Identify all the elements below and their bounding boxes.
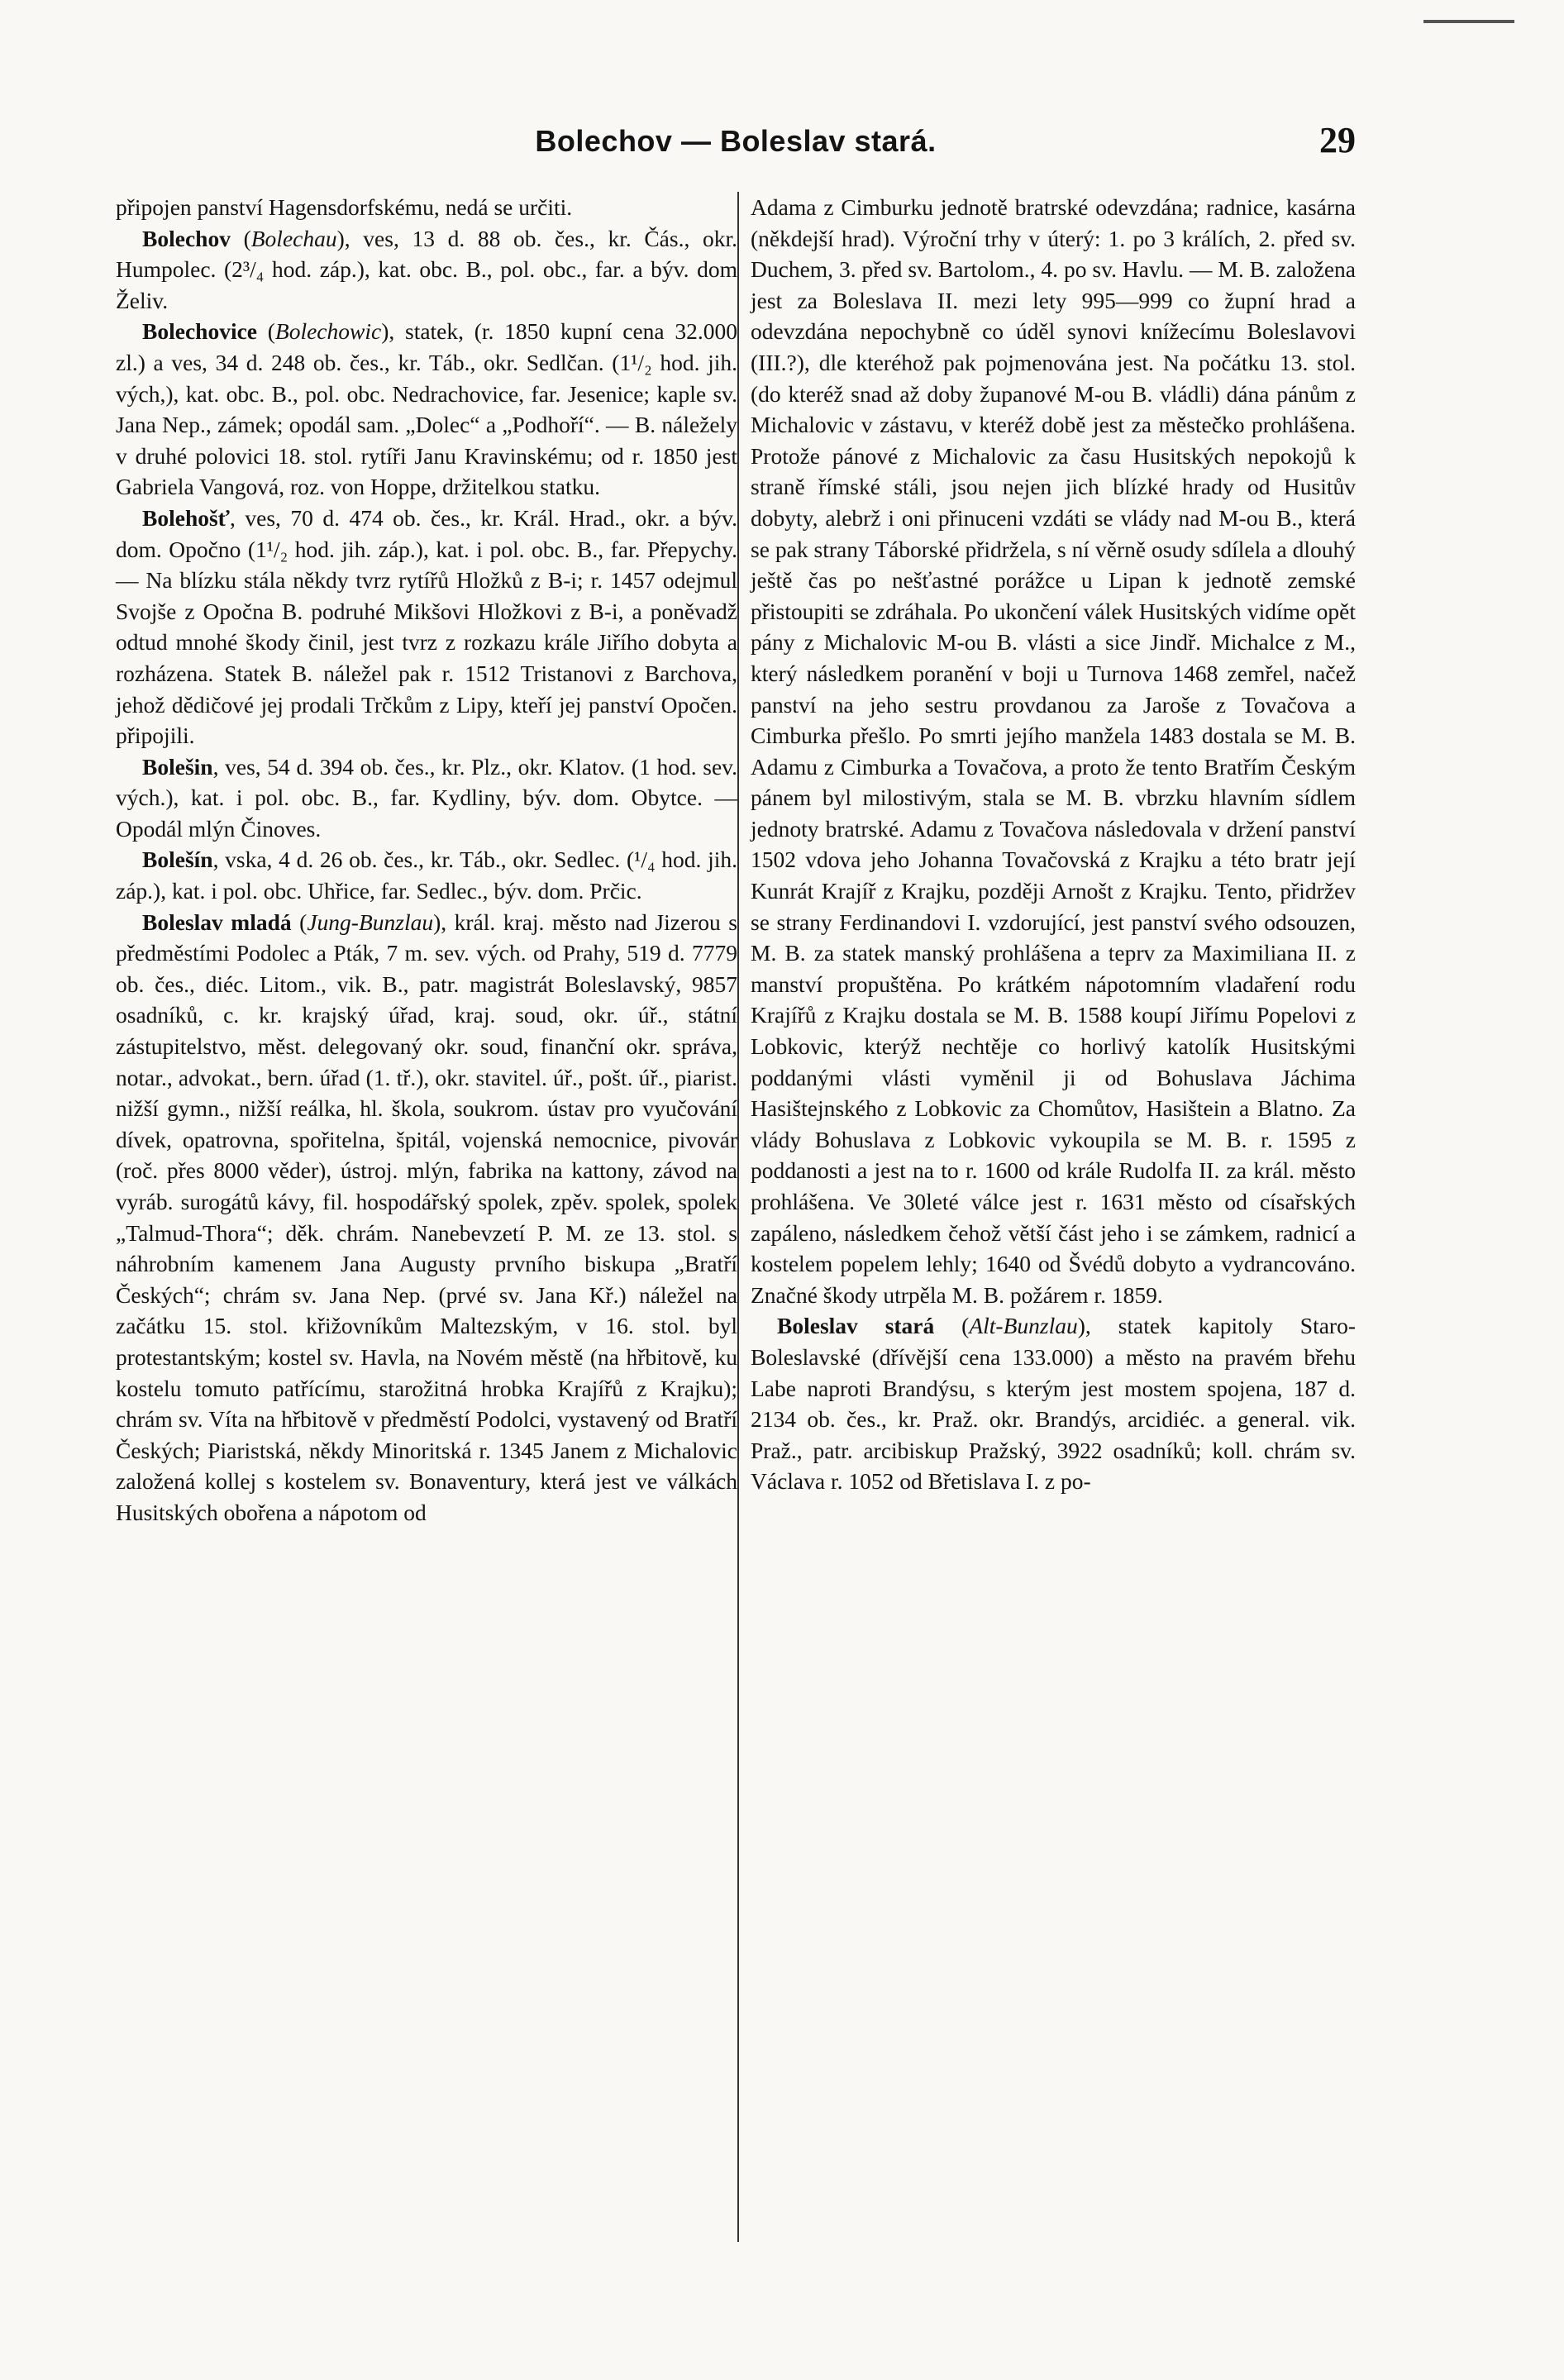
- entry-headword: Bolehošť: [142, 504, 231, 531]
- entry-headword: Bolešin: [142, 753, 213, 780]
- dictionary-entry: [116, 844, 737, 906]
- dictionary-entry: Boleslav mladá (Jung-Bunzlau), král. kraj. město nad Jizerou s předměstími Podolec a Pták, 7 m. sev. vých. od Prahy, 519 d. 7779 ob. čes., diéc. Litom., vik. B., patr. magistrát Boleslavský, 9857 osadníků, c. kr. krajský úřad, kraj. soud, okr. úř., státní zástupitelstvo, měst. delegovaný okr. soud, finanční okr. správa, notar., advokat., bern. úřad (1. tř.), okr. stavitel. úř., pošt. úř., piarist. nižší gymn., nižší reálka, hl. škola, soukrom. ústav pro vyučování dívek, opatrovna, spořitelna, špitál, vojenská nemocnice, pivovár (roč. přes 8000 věder), ústroj. mlýn, fabrika na kattony, závod na vyráb. surogátů kávy, fil. hospodářský spolek, zpěv. spolek, spolek „Talmud-Thora“; děk. chrám. Nanebevzetí P. M. ze 13. stol. s náhrobním kamenem Jana Augusty prvního biskupa „Bratří Českých“; chrám sv. Jana Nep. (prvé sv. Jana Kř.) náležel na začátku 15. stol. křižovníkům Maltezským, v 16. stol. byl protestantským; kostel sv. Havla, na Novém městě (na hřbitově, ku kostelu tomuto patřícímu, starožitná hrobka Krajířů z Krajku); chrám sv. Víta na hřbitově v předměstí Podolci, vystavený od Bratří Českých; Piaristská, někdy Minoritská r. 1345 Janem z Michalovic založená kollej s kostelem sv. Bonaventury, která jest ve válkách Husitských obořena a nápotom od: [116, 909, 737, 1525]
- page-number: 29: [1319, 120, 1356, 160]
- running-head: Bolechov — Boleslav stará.: [535, 124, 937, 158]
- dictionary-entry: Bolechov (Bolechau), ves, 13 d. 88 ob. čes., kr. Čás., okr. Humpolec. (2³/₄ hod. záp.), kat. obc. B., pol. obc., far. a býv. dom Želiv.: [116, 225, 737, 313]
- entry-headword: Bolechovice: [142, 318, 257, 345]
- left-column: [116, 192, 737, 2242]
- dictionary-entry: Boleslav stará (Alt-Bunzlau), statek kapitoly Staro-Boleslavské (dřívější cena 133.000) a město na pravém břehu Labe naproti Brandýsu, s kterým jest mostem spojena, 187 d. 2134 ob. čes., kr. Praž. okr. Brandýs, arcidiéc. a general. vik. Praž., patr. arcibiskup Pražský, 3922 osadníků; koll. chrám sv. Václava r. 1052 od Břetislava I. z po-: [751, 1313, 1356, 1495]
- entry-headword: Boleslav stará: [777, 1313, 935, 1339]
- continued-text: [751, 192, 1356, 1310]
- page-header: [116, 120, 1356, 174]
- entry-text: , statek, (r. 1850 kupní cena 32.000 zl.) a ves, 34 d. 248 ob. čes., kr. Táb., okr. Sedlčan. (1¹/₂ hod. jih. vých,), kat. obc. B., pol. obc. Nedrachovice, far. Jesenice; kaple sv. Jana Nep., zámek; opodál sam. „Dolec“ a „Podhoří“. — B. náležely v druhé polovici 18. stol. rytíři Janu Kravinskému; od r. 1850 jest Gabriela Vangová, roz. von Hoppe, držitelkou statku.: [116, 318, 737, 500]
- entry-german-name: Jung-Bunzlau: [307, 909, 434, 935]
- entry-text: , vska, 4 d. 26 ob. čes., kr. Táb., okr. Sedlec. (¹/₄ hod. jih. záp.), kat. i pol. obc. Uhřice, far. Sedlec., býv. dom. Prčic.: [116, 847, 737, 904]
- entry-german-name: Bolechowic: [274, 318, 382, 345]
- corner-mark: [1423, 20, 1514, 23]
- entry-headword: Boleslav mladá: [142, 909, 292, 935]
- text-columns: [116, 192, 1356, 2242]
- entry-headword: Bolechov: [142, 225, 231, 251]
- entry-german-name: Alt-Bunzlau: [969, 1313, 1078, 1339]
- entry-text: , ves, 13 d. 88 ob. čes., kr. Čás., okr. Humpolec. (2³/₄ hod. záp.), kat. obc. B., pol. obc., far. a býv. dom Želiv.: [116, 225, 737, 313]
- column-divider: [737, 192, 739, 2242]
- dictionary-entry: Bolechovice (Bolechowic), statek, (r. 1850 kupní cena 32.000 zl.) a ves, 34 d. 248 ob. čes., kr. Táb., okr. Sedlčan. (1¹/₂ hod. jih. vých,), kat. obc. B., pol. obc. Nedrachovice, far. Jesenice; kaple sv. Jana Nep., zámek; opodál sam. „Dolec“ a „Podhoří“. — B. náležely v druhé polovici 18. stol. rytíři Janu Kravinskému; od r. 1850 jest Gabriela Vangová, roz. von Hoppe, držitelkou statku.: [116, 318, 737, 500]
- entry-german-name: Bolechau: [250, 225, 337, 251]
- entry-text: , statek kapitoly Staro-Boleslavské (dřívější cena 133.000) a město na pravém břehu Labe naproti Brandýsu, s kterým jest mostem spojena, 187 d. 2134 ob. čes., kr. Praž. okr. Brandýs, arcidiéc. a general. vik. Praž., patr. arcibiskup Pražský, 3922 osadníků; koll. chrám sv. Václava r. 1052 od Břetislava I. z po-: [751, 1313, 1356, 1495]
- right-column: [742, 192, 1356, 2242]
- entry-text: Adama z Cimburku jednotě bratrské odevzdána; radnice, kasárna (někdejší hrad). Výroční trhy v úterý: 1. po 3 králích, 2. před sv. Duchem, 3. před sv. Bartolom., 4. po sv. Havlu. — M. B. založena jest za Boleslava II. mezi lety 995—999 co župní hrad a odevzdána nepochybně co úděl synovi knížecímu Boleslavovi (III.?), dle kteréhož pak pojmenována jest. Na počátku 13. stol. (do kteréž snad až doby županové M-ou B. vládli) dána pánům z Michalovic v zástavu, v kteréž době jest za městečko prohlášena. Protože pánové z Michalovic za času Husitských nepokojů k straně římské stáli, jsou nejen jich blízké hrady od Husitův dobyty, alebrž i oni přinuceni vzdáti se vlády nad M-ou B., která se pak strany Táborské přidržela, s ní věrně osudy sdílela a dlouhý ještě čas po nešťastné porážce u Lipan k jednotě zemské přistoupiti se zdráhala. Po ukončení válek Husitských vidíme opět pány z Michalovic M-ou B. vlásti a sice Jindř. Michalce z M., který následkem poranění v boji u Turnova 1468 zemřel, načež panství na jeho sestru provdanou za Jaroše z Tovačova a Cimburka přešlo. Po smrti jejího manžela 1483 dostala se M. B. Adamu z Cimburka a Tovačova, a proto že tento Bratřím Českým pánem byl milostivým, stala se M. B. vbrzku hlavním sídlem jednoty bratrské. Adamu z Tovačova následovala v držení panství 1502 vdova jeho Johanna Tovačovská z Krajku a této bratr její Kunrát Krajíř z Krajku, později Arnošt z Krajku. Tento, přidržev se strany Ferdinandovi I. vzdorující, jest panství svého odsouzen, M. B. za statek manský prohlášena a teprv za Maximiliana II. z manství propuštěna. Po krátkém nápotomním vladaření rodu Krajířů z Krajku dostala se M. B. 1588 koupí Jiřímu Popelovi z Lobkovic, kterýž nechtěje co horlivý katolík Husitskými poddanými vlásti vyměnil ji od Bohuslava Jáchima Hasištejnského z Lobkovic za Chomůtov, Hasištein a Blatno. Za vlády Bohuslava z Lobkovic vykoupila se M. B. r. 1595 z poddanosti a jest na to r. 1600 od krále Rudolfa II. za král. město prohlášena. Ve 30leté válce jest r. 1631 město od císařských zapáleno, následkem čehož větší část jeho i se zámkem, radnicí a kostelem popelem lehly; 1640 od Švédů dobyto a vydrancováno. Značné škody utrpěla M. B. požárem r. 1859.: [751, 194, 1356, 1308]
- dictionary-entry: [116, 503, 737, 751]
- entry-text: , král. kraj. město nad Jizerou s předměstími Podolec a Pták, 7 m. sev. vých. od Prahy, 519 d. 7779 ob. čes., diéc. Litom., vik. B., patr. magistrát Boleslavský, 9857 osadníků, c. kr. krajský úřad, kraj. soud, okr. úř., státní zástupitelstvo, měst. delegovaný okr. soud, finanční okr. správa, notar., advokat., bern. úřad (1. tř.), okr. stavitel. úř., pošt. úř., piarist. nižší gymn., nižší reálka, hl. škola, soukrom. ústav pro vyučování dívek, opatrovna, spořitelna, špitál, vojenská nemocnice, pivovár (roč. přes 8000 věder), ústroj. mlýn, fabrika na kattony, závod na vyráb. surogátů kávy, fil. hospodářský spolek, zpěv. spolek, spolek „Talmud-Thora“; děk. chrám. Nanebevzetí P. M. ze 13. stol. s náhrobním kamenem Jana Augusty prvního biskupa „Bratří Českých“; chrám sv. Jana Nep. (prvé sv. Jana Kř.) náležel na začátku 15. stol. křižovníkům Maltezským, v 16. stol. byl protestantským; kostel sv. Havla, na Novém městě (na hřbitově, ku kostelu tomuto patřícímu, starožitná hrobka Krajířů z Krajku); chrám sv. Víta na hřbitově v předměstí Podolci, vystavený od Bratří Českých; Piaristská, někdy Minoritská r. 1345 Janem z Michalovic založená kollej s kostelem sv. Bonaventury, která jest ve válkách Husitských obořena a nápotom od: [116, 909, 737, 1525]
- dictionary-entry: [116, 751, 737, 845]
- entry-text: , ves, 70 d. 474 ob. čes., kr. Král. Hrad., okr. a býv. dom. Opočno (1¹/₂ hod. jih. záp.), kat. i pol. obc. B., far. Přepychy. — Na blízku stála někdy tvrz rytířů Hložků z B-i; r. 1457 odejmul Svojše z Opočna B. podruhé Mikšovi Hložkovi z B-i, a poněvadž odtud mnohé škody činil, jest tvrz z rozkazu krále Jiřího dobyta a rozházena. Statek B. náležel pak r. 1512 Tristanovi z Barchova, jehož dědičové jej prodali Trčkům z Lipy, kteří jej panství Opočen. připojili.: [116, 504, 737, 749]
- entry-text: , ves, 54 d. 394 ob. čes., kr. Plz., okr. Klatov. (1 hod. sev. vých.), kat. i pol. obc. B., far. Kydliny, býv. dom. Obytce. — Opodál mlýn Činoves.: [116, 753, 737, 842]
- continued-text: [116, 192, 737, 223]
- entry-headword: Bolešín: [142, 847, 213, 873]
- entry-text: připojen panství Hagensdorfskému, nedá se určiti.: [116, 194, 573, 220]
